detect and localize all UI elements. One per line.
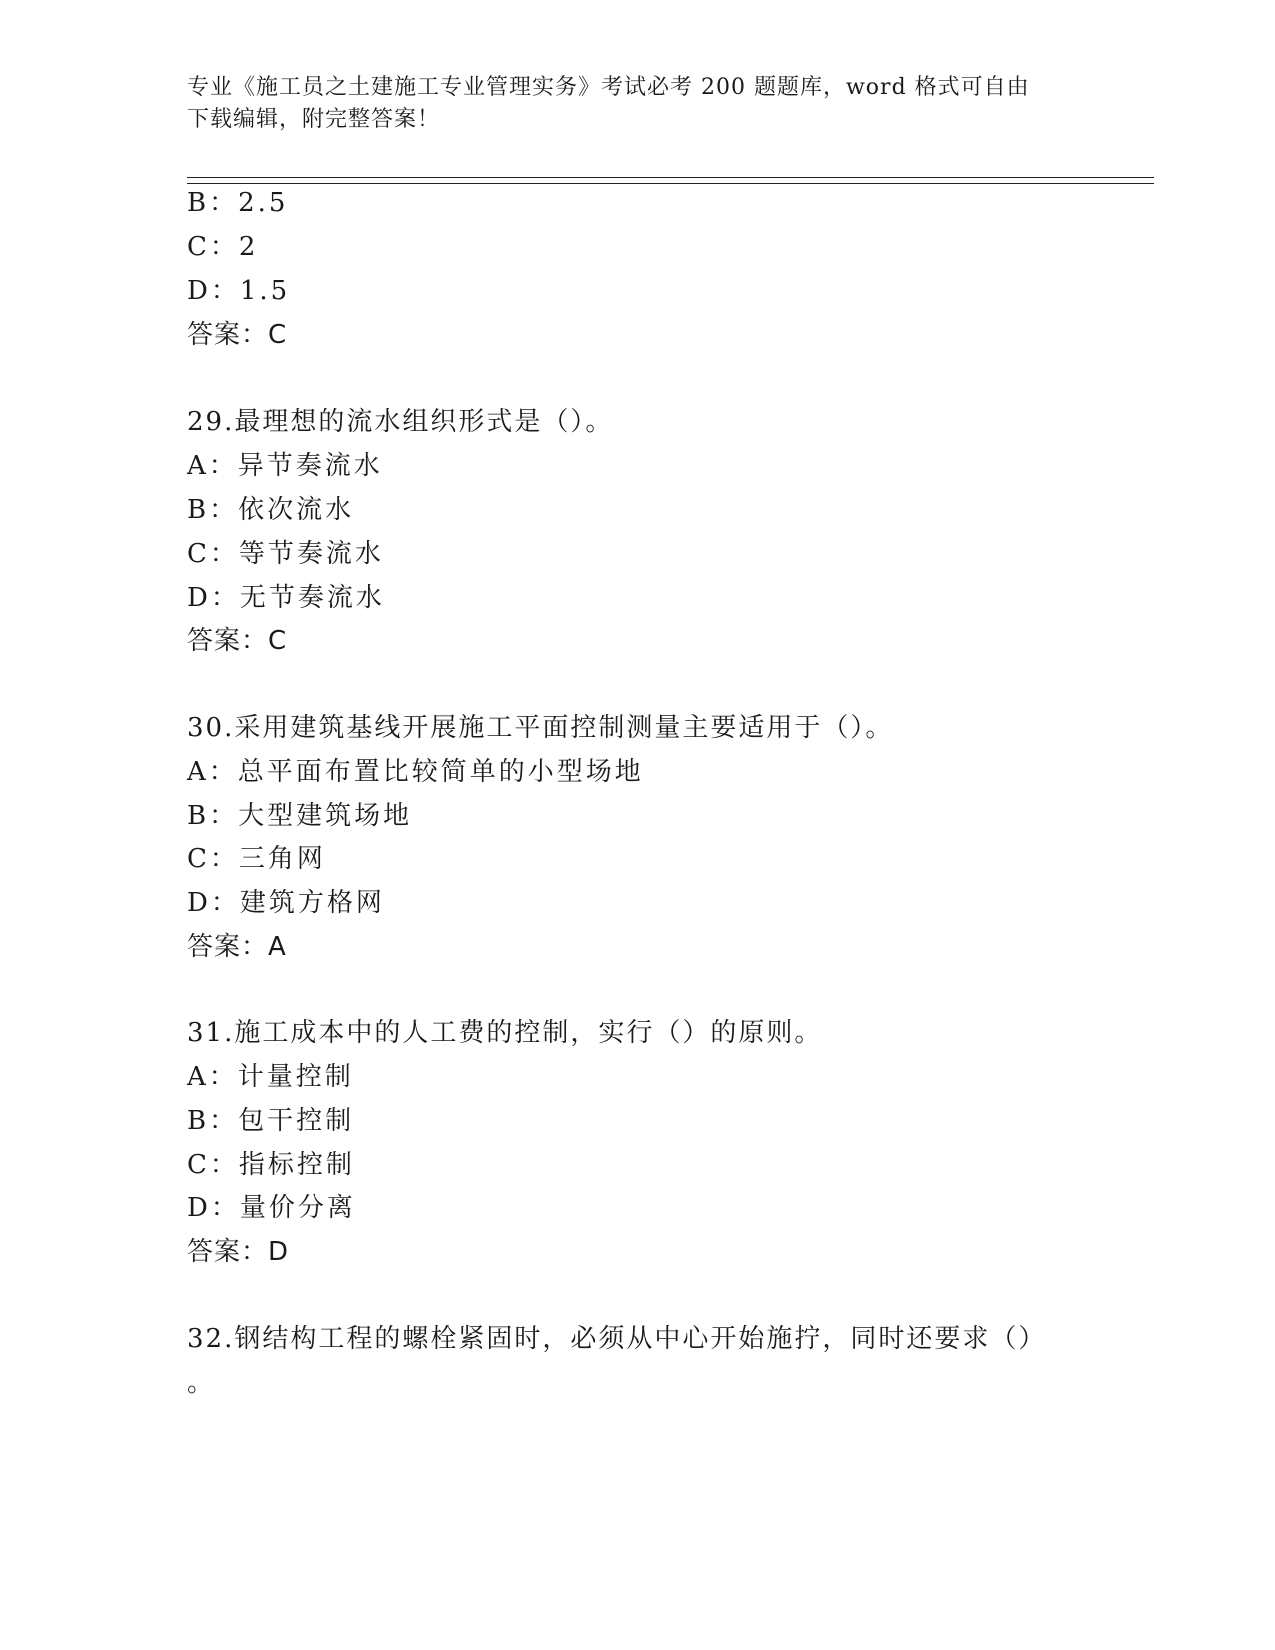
q29-stem: 29.最理想的流水组织形式是（）。 [187, 407, 614, 437]
q32-stem-continuation: 。 [187, 1368, 216, 1398]
header-divider-top [187, 177, 1154, 178]
q31-answer: 答案：D [187, 1237, 290, 1267]
q28-answer: 答案：C [187, 320, 288, 350]
q28-option-d: D：1.5 [187, 276, 291, 306]
q29-option-a: A：异节奏流水 [187, 451, 383, 481]
q31-option-a: A：计量控制 [187, 1062, 354, 1092]
q28-option-b: B：2.5 [187, 188, 289, 218]
header-line-2: 下载编辑，附完整答案！ [187, 107, 441, 132]
q30-option-d: D：建筑方格网 [187, 888, 385, 918]
q32-stem: 32.钢结构工程的螺栓紧固时，必须从中心开始施拧，同时还要求（） [187, 1324, 1047, 1354]
header-divider-bottom [187, 183, 1154, 184]
q31-option-b: B：包干控制 [187, 1106, 355, 1136]
document-header [187, 72, 1067, 136]
q30-stem: 30.采用建筑基线开展施工平面控制测量主要适用于（）。 [187, 713, 894, 743]
q31-stem: 31.施工成本中的人工费的控制，实行（）的原则。 [187, 1018, 823, 1048]
q31-option-d: D：量价分离 [187, 1193, 356, 1223]
q29-option-b: B：依次流水 [187, 495, 355, 525]
q30-answer: 答案：A [187, 932, 287, 962]
q29-answer: 答案：C [187, 626, 288, 656]
q30-option-c: C：三角网 [187, 844, 326, 874]
header-line-1: 专业《施工员之土建施工专业管理实务》考试必考 200 题题库，word 格式可自由 [187, 75, 1030, 100]
q28-option-c: C：2 [187, 232, 259, 262]
q31-option-c: C：指标控制 [187, 1150, 355, 1180]
q30-option-a: A：总平面布置比较简单的小型场地 [187, 757, 644, 787]
q29-option-d: D：无节奏流水 [187, 583, 385, 613]
q30-option-b: B：大型建筑场地 [187, 801, 413, 831]
q29-option-c: C：等节奏流水 [187, 539, 384, 569]
